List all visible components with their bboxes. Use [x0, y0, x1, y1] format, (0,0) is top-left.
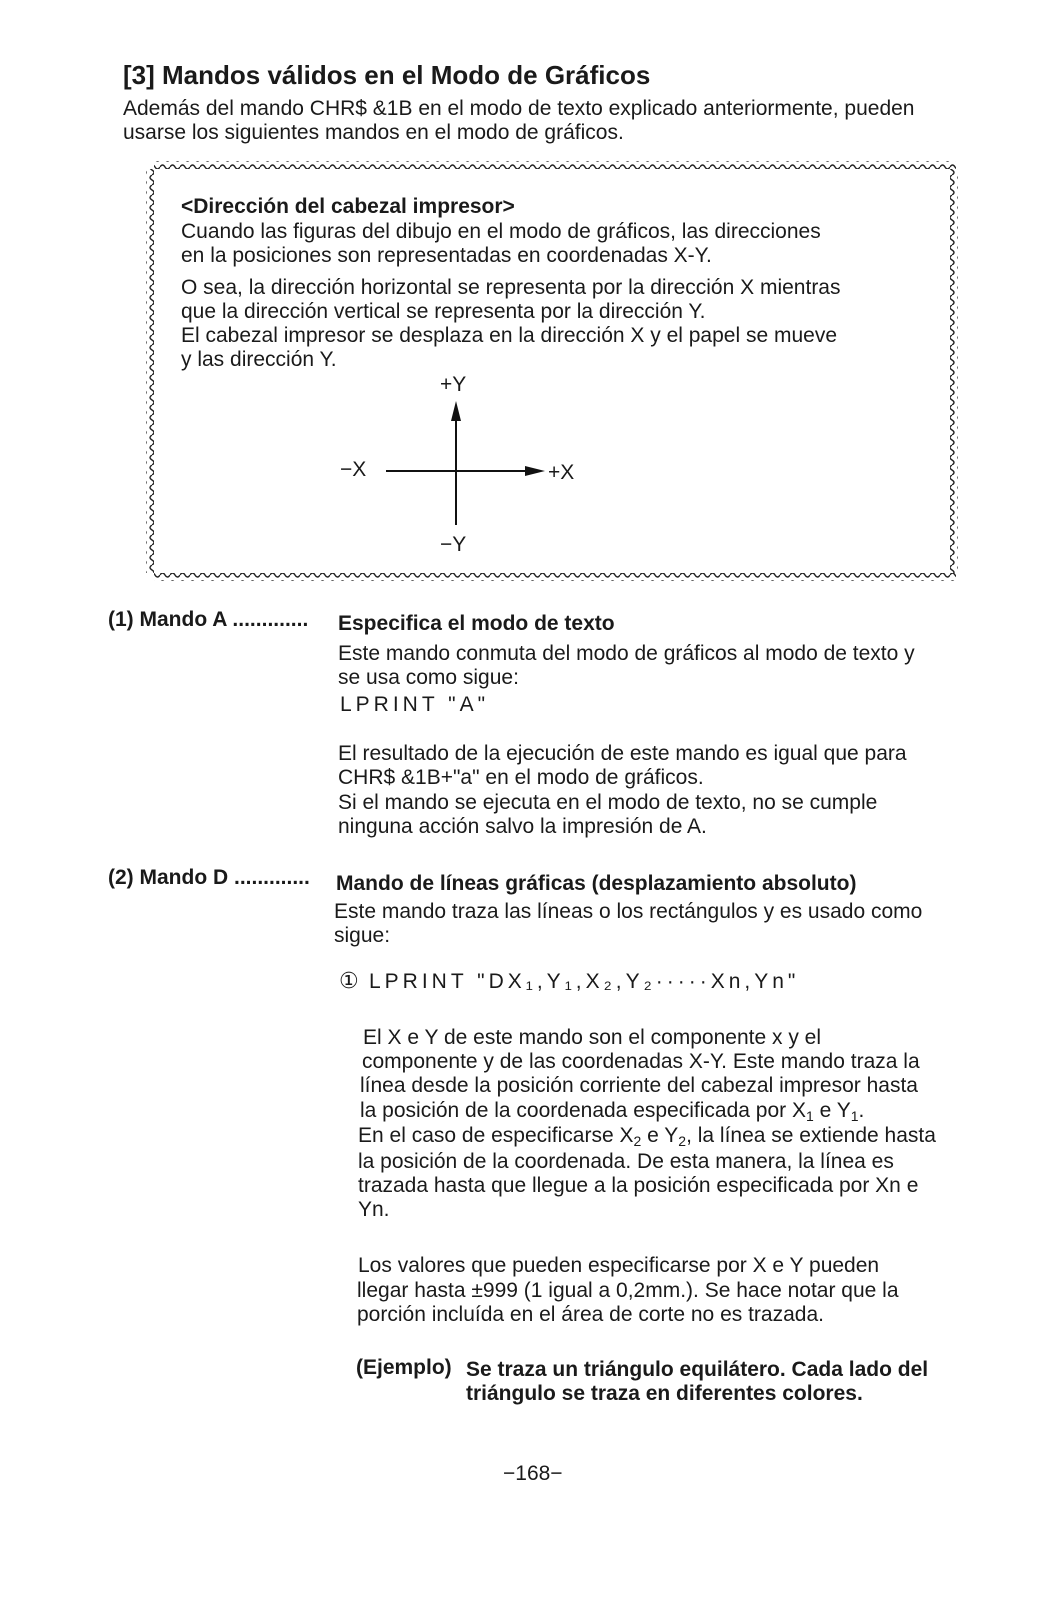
explanation-p1-line-4: la posición de la coordenada especificada por $X_1$ e $Y_1$. — [360, 1099, 865, 1124]
command-a-result-line-1: El resultado de la ejecución de este mando es igual que para — [338, 742, 907, 765]
command-a-result-line-3: Si el mando se ejecuta en el modo de texto, no se cumple — [338, 791, 878, 814]
command-a-code: LPRINT "A" — [340, 693, 490, 716]
box-line-3: O sea, la dirección horizontal se representa por la dirección X mientras — [181, 276, 841, 299]
intro-line-2: usarse los siguientes mandos en el modo de gráficos. — [123, 121, 624, 144]
axis-label-minus-x: −X — [340, 458, 367, 481]
command-a-result-line-2: CHR$ &1B+"a" en el modo de gráficos. — [338, 766, 704, 789]
command-d-line-2: sigue: — [334, 924, 391, 947]
explanation-p2-line-2: llegar hasta ±999 (1 igual a 0,2mm.). Se hace notar que la — [357, 1279, 899, 1302]
example-line-1: Se traza un triángulo equilátero. Cada lado del — [466, 1358, 929, 1381]
explanation-p2-line-3: porción incluída en el área de corte no es trazada. — [357, 1303, 824, 1326]
plus-y-arrow-icon — [451, 401, 461, 421]
command-d-label: (2) Mando D ............. — [108, 866, 310, 889]
explanation-p1-line-6: la posición de la coordenada. De esta manera, la línea es — [358, 1150, 894, 1173]
box-line-4: que la dirección vertical se representa por la dirección Y. — [181, 300, 706, 323]
axis-label-plus-y: +Y — [440, 373, 467, 396]
example-label: (Ejemplo) — [356, 1356, 452, 1379]
page-number: −168− — [503, 1462, 563, 1485]
command-d-code-number: ① — [339, 968, 359, 993]
box-line-2: en la posiciones son representadas en coordenadas X-Y. — [181, 244, 712, 267]
command-a-result-line-4: ninguna acción salvo la impresión de A. — [338, 815, 707, 838]
box-heading: <Dirección del cabezal impresor> — [181, 195, 515, 218]
box-line-1: Cuando las figuras del dibujo en el modo de gráficos, las direcciones — [181, 220, 821, 243]
box-line-5: El cabezal impresor se desplaza en la dirección X y el papel se mueve — [181, 324, 838, 347]
command-d-line-1: Este mando traza las líneas o los rectángulos y es usado como — [334, 900, 923, 923]
explanation-p1-line-2: componente y de las coordenadas X-Y. Este mando traza la — [362, 1050, 920, 1073]
command-a-line-2: se usa como sigue: — [338, 666, 519, 689]
xy-axis-diagram — [380, 395, 560, 535]
command-a-line-1: Este mando conmuta del modo de gráficos al modo de texto y — [338, 642, 915, 665]
intro-line-1: Además del mando CHR$ &1B en el modo de texto explicado anteriormente, pueden — [123, 97, 915, 120]
example-line-2: triángulo se traza en diferentes colores. — [466, 1382, 863, 1405]
box-line-6: y las dirección Y. — [181, 348, 337, 371]
explanation-p1-line-5: En el caso de especificarse $X_2$ e $Y_2$, la línea se extiende hasta — [358, 1124, 936, 1149]
explanation-p2-line-1: Los valores que pueden especificarse por X e Y pueden — [358, 1254, 880, 1277]
explanation-p1-line-1: El X e Y de este mando son el componente x y el — [363, 1026, 822, 1049]
section-title: [3] Mandos válidos en el Modo de Gráficos — [123, 60, 651, 90]
command-d-title: Mando de líneas gráficas (desplazamiento absoluto) — [336, 872, 857, 895]
explanation-p1-line-8: Yn. — [358, 1198, 390, 1221]
explanation-p1-line-7: trazada hasta que llegue a la posición especificada por Xn e — [358, 1174, 919, 1197]
explanation-p1-line-3: línea desde la posición corriente del cabezal impresor hasta — [360, 1074, 918, 1097]
plus-x-arrow-icon — [525, 466, 545, 476]
axis-label-minus-y: −Y — [440, 533, 467, 556]
axis-label-plus-x: +X — [548, 461, 575, 484]
command-a-title: Especifica el modo de texto — [338, 612, 615, 635]
command-a-label: (1) Mando A ............. — [108, 608, 309, 631]
command-d-code: LPRINT "DX₁,Y₁,X₂,Y₂·····Xn,Yn" — [369, 970, 800, 993]
